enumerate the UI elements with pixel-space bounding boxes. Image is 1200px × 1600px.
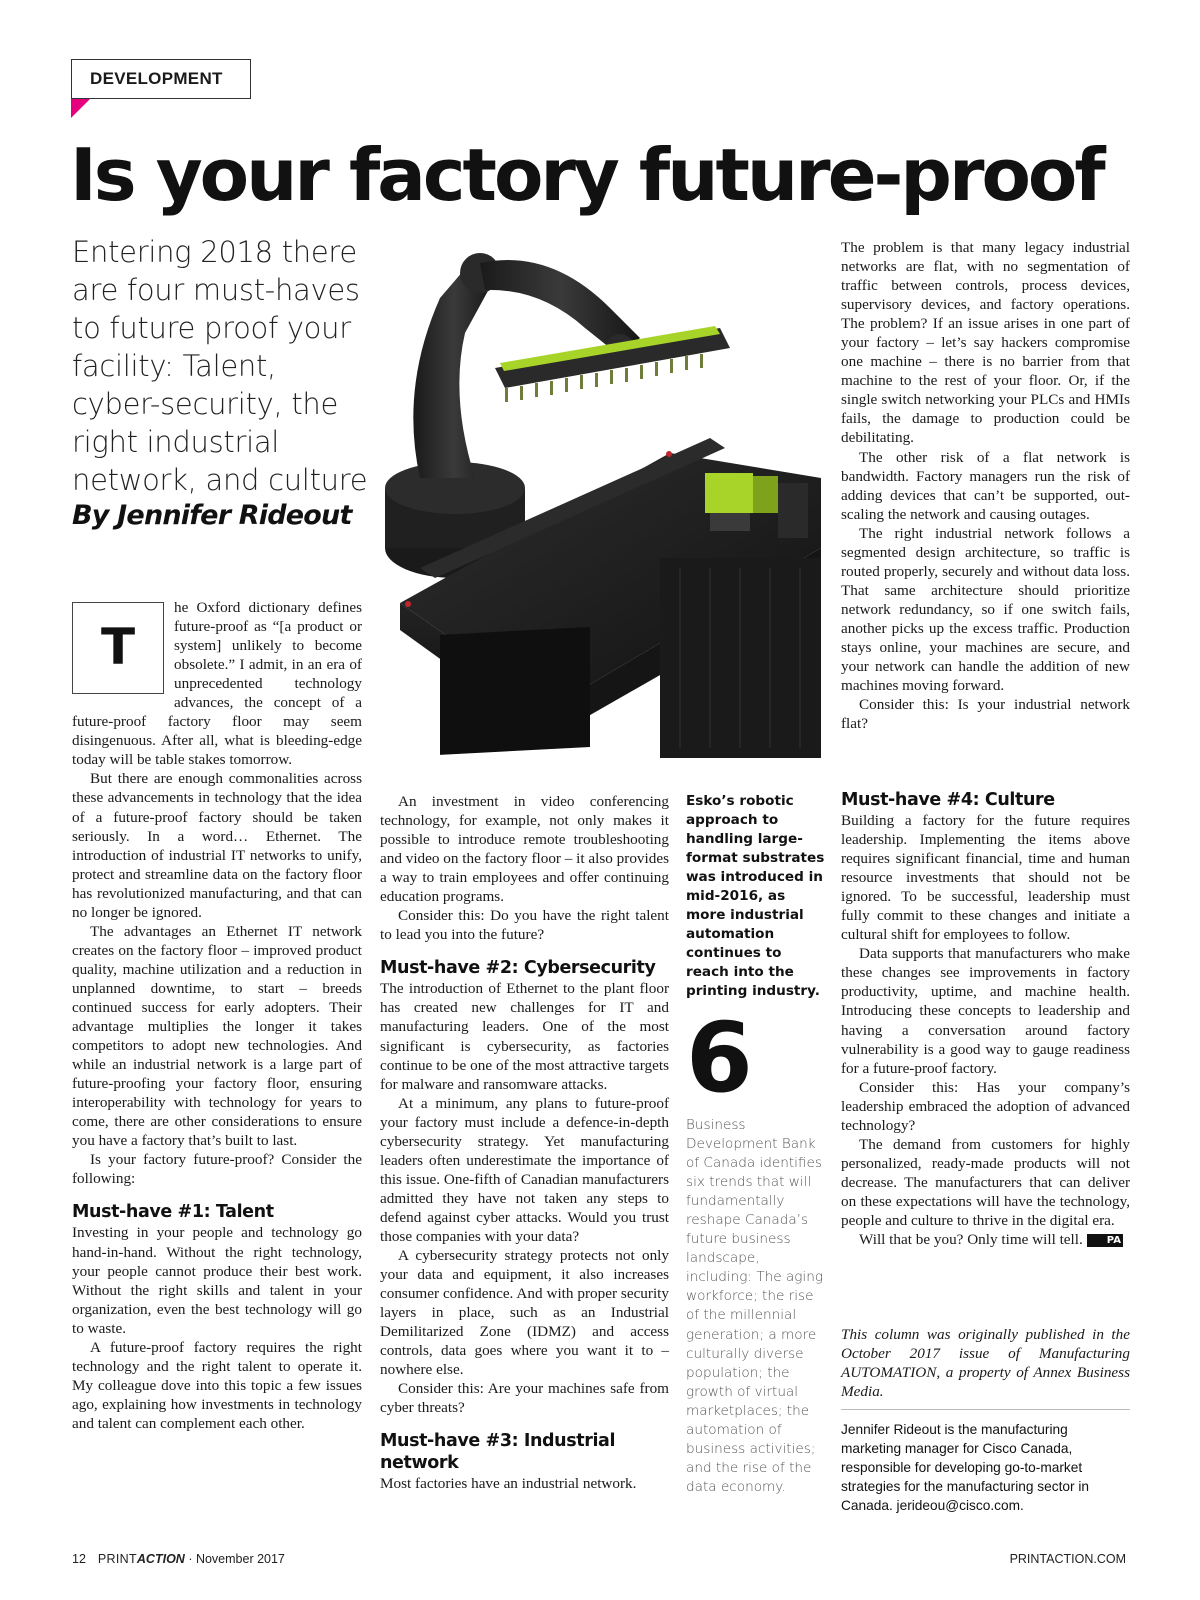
paragraph: Data supports that manufacturers who make these changes see improvements in factory productivity, uptime, and machine health. Introducing these concepts to leadership and having a conversation around factory vulnerability is a good way to gauge readiness for a future-proof factory. <box>841 945 1130 1077</box>
paragraph: Consider this: Do you have the right talent to lead you into the future? <box>380 907 669 944</box>
folio-left <box>72 1552 285 1566</box>
subhead-talent: Must-have #1: Talent <box>72 1202 274 1223</box>
paragraph: Consider this: Has your company’s leadership embraced the adoption of advanced technology? <box>841 1078 1130 1134</box>
subhead-industrial-network: Must-have #3: Industrial network <box>380 1431 616 1474</box>
subhead-cybersecurity: Must-have #2: Cybersecurity <box>380 958 656 979</box>
issue-date: · November 2017 <box>188 1552 285 1566</box>
paragraph: At a minimum, any plans to future-proof your factory must include a defence-in-depth cybersecurity strategy. Yet manufacturing leaders often underestimate the importance of this issue. One-fifth of Canadian manufacturers admitted they have not taken any steps to defend against cyber attacks. Would you trust those companies with your data? <box>380 1094 669 1245</box>
section-tag-accent <box>71 99 90 118</box>
paragraph: The right industrial network follows a segmented design architecture, so traffic is routed properly, securely and without data loss. That same architecture should prioritize network redundancy, so if one switch fails, another picks up the excess traffic. Production stays online, your machines are secure, and your network can handle the addition of new machines moving forward. <box>841 524 1130 695</box>
article-column-2 <box>380 792 669 1494</box>
photo-caption: Esko’s robotic approach to handling large-format substrates was introduced in mid-2016, as more industrial automation continues to reach into the printing industry. <box>686 793 825 999</box>
paragraph: Investing in your people and technology go hand-in-hand. Without the right technology, your people cannot produce their best work. Without the right skills and talent in your organization, even the best technology will go to waste. <box>72 1224 362 1337</box>
subhead-culture: Must-have #4: Culture <box>841 790 1055 810</box>
paragraph: A cybersecurity strategy protects not only your data and equipment, it also increases consumer confidence. And with proper security layers in place, such as an Industrial Demilitarized Zone (IDMZ) and access controls, data goes where you want it to – nowhere else. <box>380 1247 669 1379</box>
paragraph: The demand from customers for highly personalized, ready-made products will not decrease. The manufacturers that can deliver on these expectations will have the technology, people and culture to thrive in the digital era. <box>841 1135 1130 1229</box>
byline: By Jennifer Rideout <box>72 500 352 531</box>
machine-illustration <box>380 238 821 775</box>
article-column-4-top <box>841 238 1130 733</box>
deck: Entering 2018 there are four must-haves to future proof your facility: Talent, cyber-security, the right industrial network, and culture <box>72 235 368 497</box>
closing-line: Will that be you? Only time will tell. <box>859 1231 1083 1249</box>
paragraph: Building a factory for the future requires leadership. Implementing the items above requires significant financial, time and human resource investments that should not be ignored. To be successful, leadership must fully commit to these changes and initiate a cultural shift for employees to follow. <box>841 812 1130 944</box>
publication-note: This column was originally published in the October 2017 issue of Manufacturing AUTOMATION, a property of Annex Business Media. <box>841 1326 1130 1401</box>
robotic-cutting-table-photo <box>380 238 821 775</box>
stat-number: 6 <box>686 1002 753 1114</box>
drop-cap: T <box>72 602 164 694</box>
page-number: 12 <box>72 1552 86 1566</box>
paragraph: he Oxford dictionary defines future-proof as “[a product or system] unlikely to become obsolete.” I admit, in an era of unprecedented technology advances, the concept of a future-proof factory floor may seem disingenuous. After all, what is bleeding-edge today will be table stakes tomorrow. <box>72 599 362 769</box>
paragraph: Consider this: Are your machines safe from cyber threats? <box>380 1380 669 1417</box>
paragraph: The advantages an Ethernet IT network creates on the factory floor – improved product quality, machine utilization and a reduction in unplanned downtime, to start – breeds continued success for early adopters. Their advantage multiplies the longer it takes competitors to adopt new technologies. And while an industrial network is a large part of future-proofing your factory floor, ensuring interoperability with technology for years to come, there are other considerations to ensure you have a factory that’s built to last. <box>72 922 362 1150</box>
magazine-name-action: ACTION <box>136 1552 185 1566</box>
paragraph: The problem is that many legacy industrial networks are flat, with no segmentation of traffic between controls, process devices, supervisory devices, and factory operations. The problem? If an issue arises in one part of your factory – let’s say hackers compromise one machine – there is no barrier from that machine to the rest of your floor. Or, if the single switch networking your PLCs and HMIs fails, the damage to production could be debilitating. <box>841 239 1130 447</box>
paragraph: Consider this: Is your industrial network flat? <box>841 696 1130 733</box>
end-mark-logo: PA <box>1087 1234 1123 1247</box>
paragraph: The introduction of Ethernet to the plant floor has created new challenges for IT and manufacturing leaders. One of the most significant is cybersecurity, as factories continue to be one of the most attractive targets for malware and ransomware attacks. <box>380 980 669 1093</box>
paragraph: An investment in video conferencing technology, for example, not only makes it possible to introduce remote troubleshooting and video on the factory floor – it also provides a way to train employees and offer continuing education programs. <box>380 793 669 906</box>
paragraph: A future-proof factory requires the right technology and the right talent to operate it. My colleague dove into this topic a few issues ago, explaining how investments in technology and talent can complement each other. <box>72 1338 362 1432</box>
paragraph: Most factories have an industrial network. <box>380 1475 637 1493</box>
paragraph: Is your factory future-proof? Consider the following: <box>72 1151 362 1188</box>
paragraph: The other risk of a flat network is bandwidth. Factory managers run the risk of adding devices that can’t be supported, out-scaling the network and causing outages. <box>841 448 1130 523</box>
divider <box>841 1409 1130 1410</box>
section-tag: DEVELOPMENT <box>71 59 251 99</box>
author-bio: Jennifer Rideout is the manufacturing marketing manager for Cisco Canada, responsible for developing go-to-market strategies for the manufacturing sector in Canada. jerideou@cisco.com. <box>841 1422 1090 1513</box>
paragraph: But there are enough commonalities across these advancements in technology that the idea of a future-proof factory should be taken seriously. In a word… Ethernet. The introduction of industrial IT networks to unify, protect and streamline data on the factory floor has revolutionized manufacturing, and that can no longer be ignored. <box>72 770 362 921</box>
stat-description: Business Development Bank of Canada identifies six trends that will fundamentally reshape Canada’s future business landscape, including: The aging workforce; the rise of the millennial generation; a more culturally diverse population; the growth of virtual marketplaces; the automation of business activities; and the rise of the data economy. <box>686 1117 823 1495</box>
headline: Is your factory future-proof <box>70 133 1103 217</box>
article-column-1 <box>72 598 362 1433</box>
magazine-name-print: PRINT <box>97 1552 137 1566</box>
paragraph <box>841 1230 1130 1249</box>
website-link[interactable]: PRINTACTION.COM <box>1009 1552 1126 1566</box>
article-column-4-bottom <box>841 790 1130 1249</box>
